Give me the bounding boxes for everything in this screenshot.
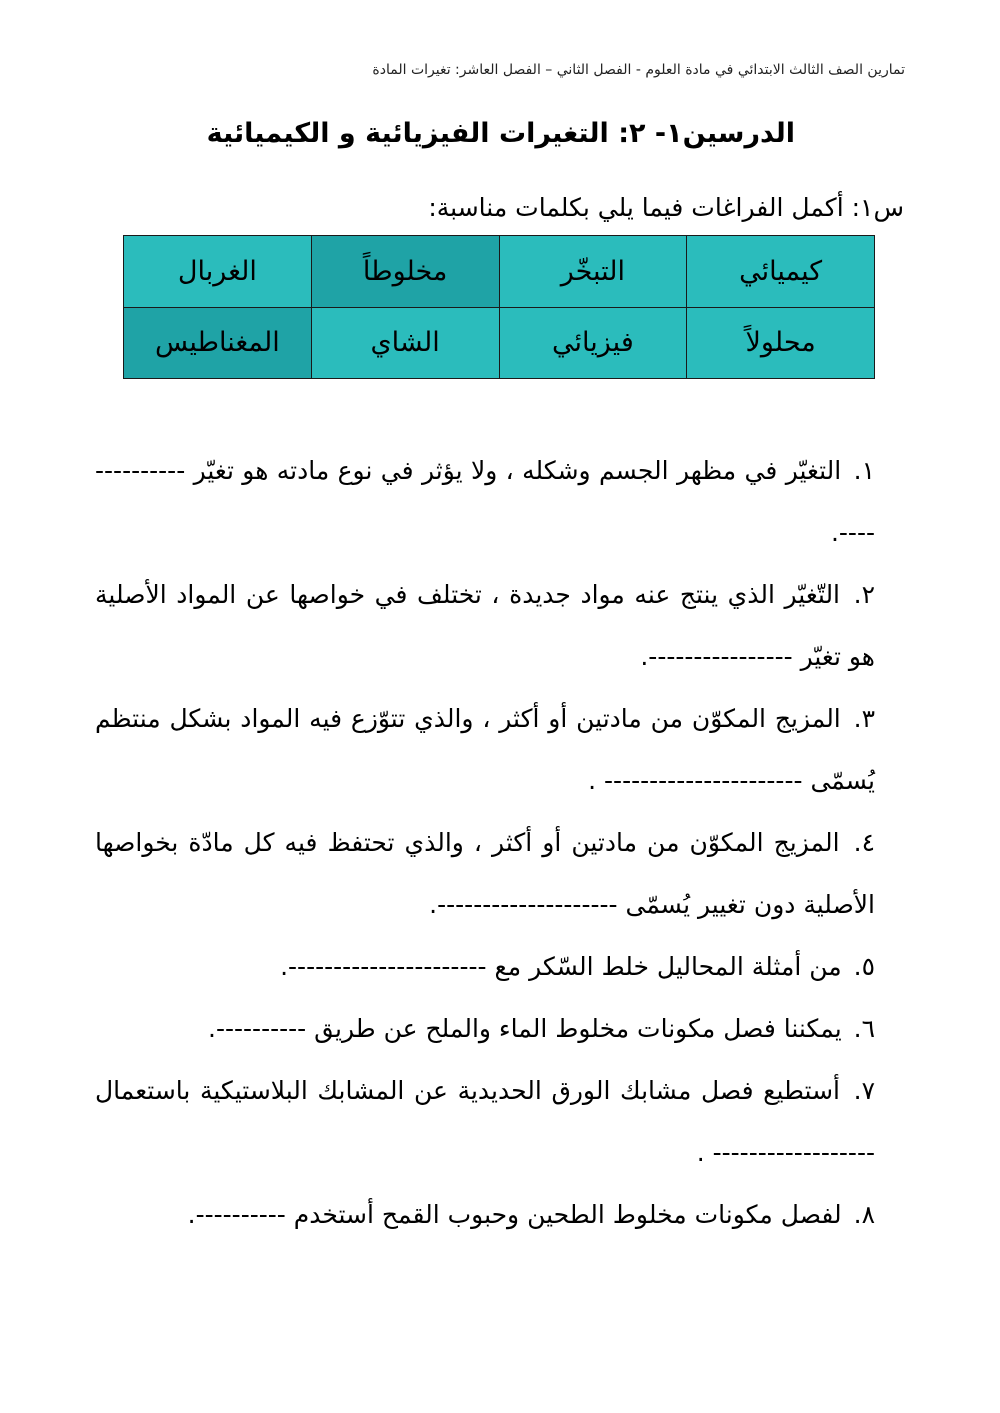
item-number: ٢.: [853, 580, 875, 609]
item-text: التغيّر في مظهر الجسم وشكله ، ولا يؤثر في نوع مادته هو تغيّر --------------.: [95, 456, 875, 547]
course-header: تمارين الصف الثالث الابتدائي في مادة العلوم - الفصل الثاني – الفصل العاشر: تغيرات المادة: [372, 62, 905, 78]
word-bank-cell: كيميائي: [687, 236, 875, 308]
word-bank-cell: التبخّر: [499, 236, 687, 308]
list-item: [95, 998, 875, 1060]
item-number: ٤.: [853, 828, 875, 857]
word-bank-cell: المغناطيس: [124, 307, 312, 379]
list-item: [95, 812, 875, 936]
list-item: [95, 936, 875, 998]
item-number: ٧.: [853, 1076, 875, 1105]
word-bank-table: [123, 235, 875, 379]
item-text: لفصل مكونات مخلوط الطحين وحبوب القمح أستخدم ----------.: [187, 1200, 842, 1229]
word-bank-row: [124, 236, 875, 308]
item-text: المزيج المكوّن من مادتين أو أكثر ، والذي تتوّزع فيه المواد بشكل منتظم يُسمّى ---------------------- .: [95, 704, 875, 795]
word-bank-cell: فيزيائي: [499, 307, 687, 379]
item-text: يمكننا فصل مكونات مخلوط الماء والملح عن طريق ----------.: [208, 1014, 842, 1043]
word-bank-row: [124, 307, 875, 379]
item-text: التّغيّر الذي ينتج عنه مواد جديدة ، تختلف في خواصها عن المواد الأصلية هو تغيّر ----------------.: [95, 580, 875, 671]
item-text: المزيج المكوّن من مادتين أو أكثر ، والذي تحتفظ فيه كل مادّة بخواصها الأصلية دون تغيير يُسمّى --------------------.: [95, 828, 875, 919]
list-item: [95, 688, 875, 812]
item-text: أستطيع فصل مشابك الورق الحديدية عن المشابك البلاستيكية باستعمال ------------------ .: [95, 1076, 875, 1167]
word-bank-cell: الغربال: [124, 236, 312, 308]
list-item: [95, 564, 875, 688]
item-number: ٣.: [853, 704, 875, 733]
question-label: س١: أكمل الفراغات فيما يلي بكلمات مناسبة:: [428, 193, 904, 222]
item-number: ١.: [853, 456, 875, 485]
word-bank-cell: الشاي: [311, 307, 499, 379]
word-bank-cell: محلولاً: [687, 307, 875, 379]
item-number: ٨.: [853, 1200, 875, 1229]
word-bank-cell: مخلوطاً: [311, 236, 499, 308]
item-number: ٦.: [853, 1014, 875, 1043]
list-item: [95, 440, 875, 564]
item-text: من أمثلة المحاليل خلط السّكر مع ----------------------.: [280, 952, 842, 981]
question-items: [95, 440, 875, 1246]
list-item: [95, 1184, 875, 1246]
lesson-title: الدرسين١- ٢: التغيرات الفيزيائية و الكيميائية: [206, 118, 795, 149]
item-number: ٥.: [853, 952, 875, 981]
list-item: [95, 1060, 875, 1184]
